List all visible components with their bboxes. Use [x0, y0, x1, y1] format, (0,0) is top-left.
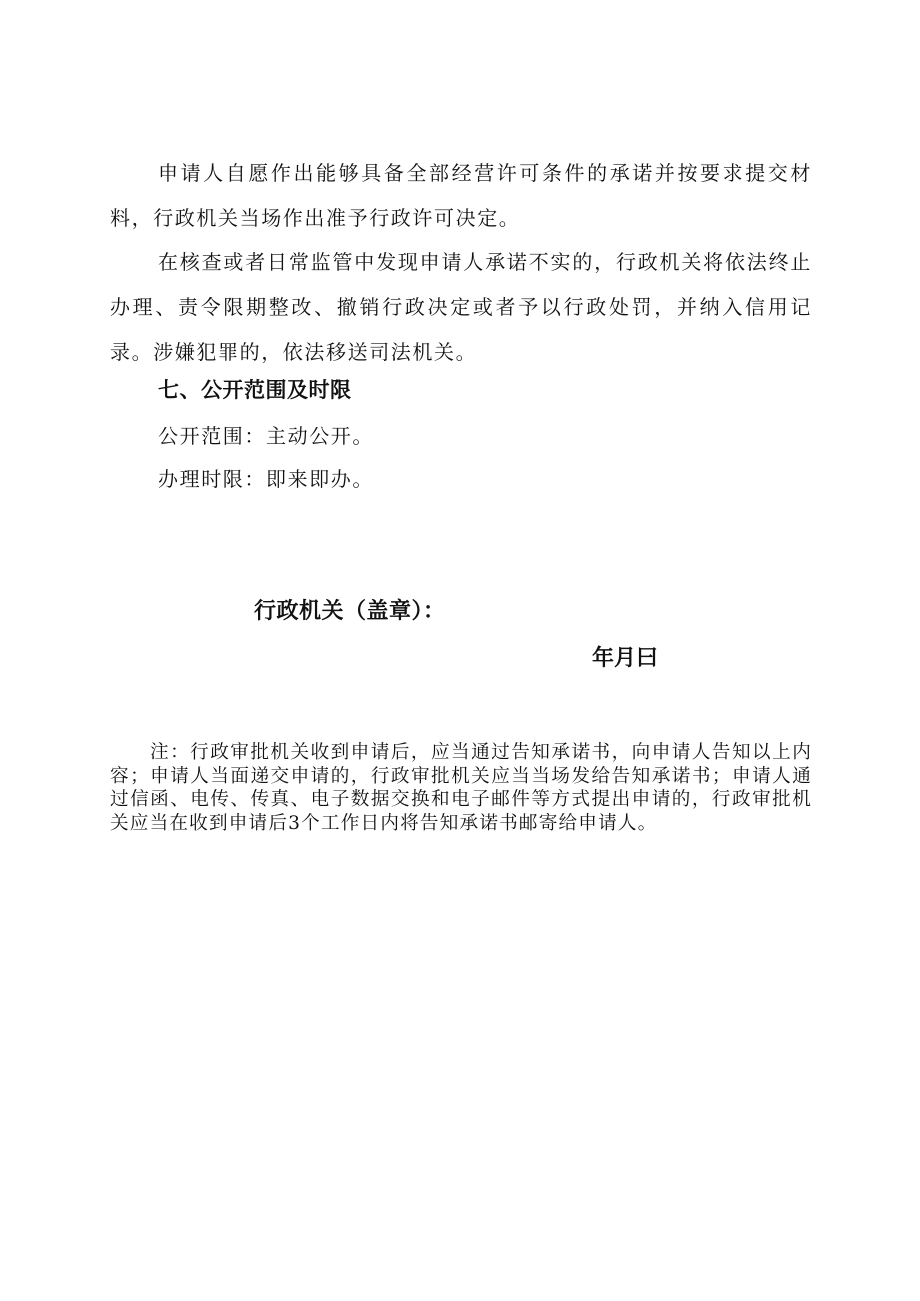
- date-label: 年月曰: [592, 646, 659, 671]
- footnote: 注：行政审批机关收到申请后，应当通过告知承诺书，向申请人告知以上内容；申请人当面递交申请的，行政审批机关应当当场发给告知承诺书；申请人通过信函、电传、传真、电子数据交换和电子邮件等方式提出申请的，行政审批机关应当在收到申请后3个工作日内将告知承诺书邮寄给申请人。: [110, 742, 812, 834]
- disclosure-scope: 公开范围：主动公开。: [158, 424, 374, 448]
- commitment-paragraph: 申请人自愿作出能够具备全部经营许可条件的承诺并按要求提交材料，行政机关当场作出准予行政许可决定。: [110, 161, 812, 230]
- seal-label: 行政机关（盖章）：: [254, 599, 446, 624]
- processing-time: 办理时限：即来即办。: [158, 467, 374, 491]
- section-heading: 七、公开范围及时限: [158, 378, 352, 402]
- verification-paragraph: 在核查或者日常监管中发现申请人承诺不实的，行政机关将依法终止办理、责令限期整改、撤销行政决定或者予以行政处罚，并纳入信用记录。涉嫌犯罪的，依法移送司法机关。: [110, 250, 812, 364]
